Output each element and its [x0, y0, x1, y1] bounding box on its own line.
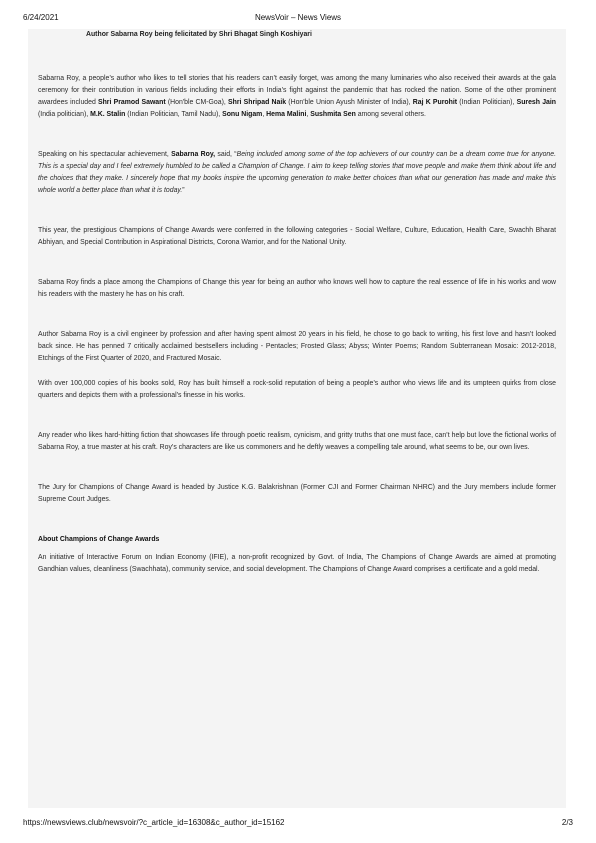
awardee-name: Raj K Purohit — [412, 99, 458, 106]
page-number: 2/3 — [561, 818, 573, 827]
page-url: https://newsviews.club/newsvoir/?c_article_id=16308&c_author_id=15162 — [23, 818, 285, 827]
paragraph-jury: The Jury for Champions of Change Award is headed by Justice K.G. Balakrishnan (Former CJI and Former Chairman NHRC) and the Jury members include former Supreme Court Judges. — [38, 484, 556, 503]
awardee-name: Sushmita Sen — [310, 111, 356, 118]
awardee-name: Shri Pramod Sawant — [98, 99, 166, 106]
site-title: NewsVoir – News Views — [254, 13, 342, 22]
awardee-name: Hema Malini — [266, 111, 307, 118]
author-quote: Being included among some of the top achievers of our country can be a dream come true for anyone. This is a special day and I feel extremely humbled to be called a Champion of Change. I aim to keep telling stories that move people and make them think about life and the choices that they make. I sincerely hope that my books inspire the upcoming generation to make better choices than what our generation has made and make this whole world a better place than what it is today. — [38, 151, 557, 194]
article-content — [38, 29, 556, 576]
paragraph-reputation: With over 100,000 copies of his books sold, Roy has built himself a rock-solid reputation of being a people’s author who views life and its umpteen quirks from close quarters and depicts them with a professional’s finesse in his works. — [38, 380, 556, 399]
paragraph-quote: Speaking on his spectacular achievement, Sabarna Roy, said, “Being included among some of the top achievers of our country can be a dream come true for anyone. This is a special day and I feel extremely humbled to be called a Champion of Change. I aim to keep telling stories that move people and make them think about life and the choices that they make. I sincerely hope that my books inspire the upcoming generation to make better choices than what our generation has made and make this whole world a better place than what it is today.” — [38, 151, 557, 194]
paragraph-readers: Any reader who likes hard-hitting fiction that showcases life through poetic realism, cynicism, and gritty truths that one must face, can’t help but love the fictional works of Sabarna Roy, a true master at his craft. Roy’s characters are like us commoners and he deftly weaves a compelling tale around, what seems to be, our own lives. — [38, 432, 556, 451]
awardee-name: Suresh Jain — [516, 99, 556, 106]
paragraph-awardees: Sabarna Roy, a people’s author who likes to tell stories that his readers can’t easily forget, was among the many luminaries who also received their awards at the gala ceremony for their contribution in various fields including their efforts in India’s fight against the pandemic that has rocked the nation. Some of the other prominent awardees included Shri Pramod Sawant (Hon'ble CM-Goa), Shri Shripad Naik (Hon'ble Union Ayush Minister of India), Raj K Purohit (Indian Politician), Suresh Jain (India politician), M.K. Stalin (Indian Politician, Tamil Nadu), Sonu Nigam, Hema Malini, Sushmita Sen among several others. — [38, 75, 556, 118]
paragraph-categories: This year, the prestigious Champions of Change Awards were conferred in the following categories - Social Welfare, Culture, Education, Health Care, Swachh Bharat Abhiyan, and Special Contribution in Aspirational Districts, Corona Warrior, and for the National Unity. — [38, 227, 556, 246]
author-name: Sabarna Roy, — [171, 151, 216, 158]
awardee-name: Sonu Nigam — [222, 111, 263, 118]
print-date: 6/24/2021 — [23, 13, 59, 22]
paragraph-biography: Author Sabarna Roy is a civil engineer by profession and after having spent almost 20 years in his field, he chose to go back to writing, his first love and hasn’t looked back since. He has penned 7 critically acclaimed bestsellers including - Pentacles; Frosted Glass; Abyss; Winter Poems; Random Subterranean Mosaic: 2012-2018, Etchings of the First Quarter of 2020, and Fractured Mosaic. — [38, 331, 556, 362]
paragraph-about: An initiative of Interactive Forum on Indian Economy (IFIE), a non-profit recognized by Govt. of India, The Champions of Change Awards are aimed at promoting Gandhian values, cleanliness (Swachhata), community service, and social development. The Champions of Change Award comprises a certificate and a gold medal. — [38, 554, 556, 573]
awardee-name: M.K. Stalin — [90, 111, 126, 118]
article-body — [28, 29, 566, 808]
about-heading: About Champions of Change Awards — [38, 536, 160, 543]
image-caption: Author Sabarna Roy being felicitated by Shri Bhagat Singh Koshiyari — [86, 31, 312, 38]
awardee-name: Shri Shripad Naik — [228, 99, 287, 106]
paragraph-champion: Sabarna Roy finds a place among the Champions of Change this year for being an author who knows well how to capture the real essence of life in his works and wow his readers with the mastery he has on his craft. — [38, 279, 556, 298]
